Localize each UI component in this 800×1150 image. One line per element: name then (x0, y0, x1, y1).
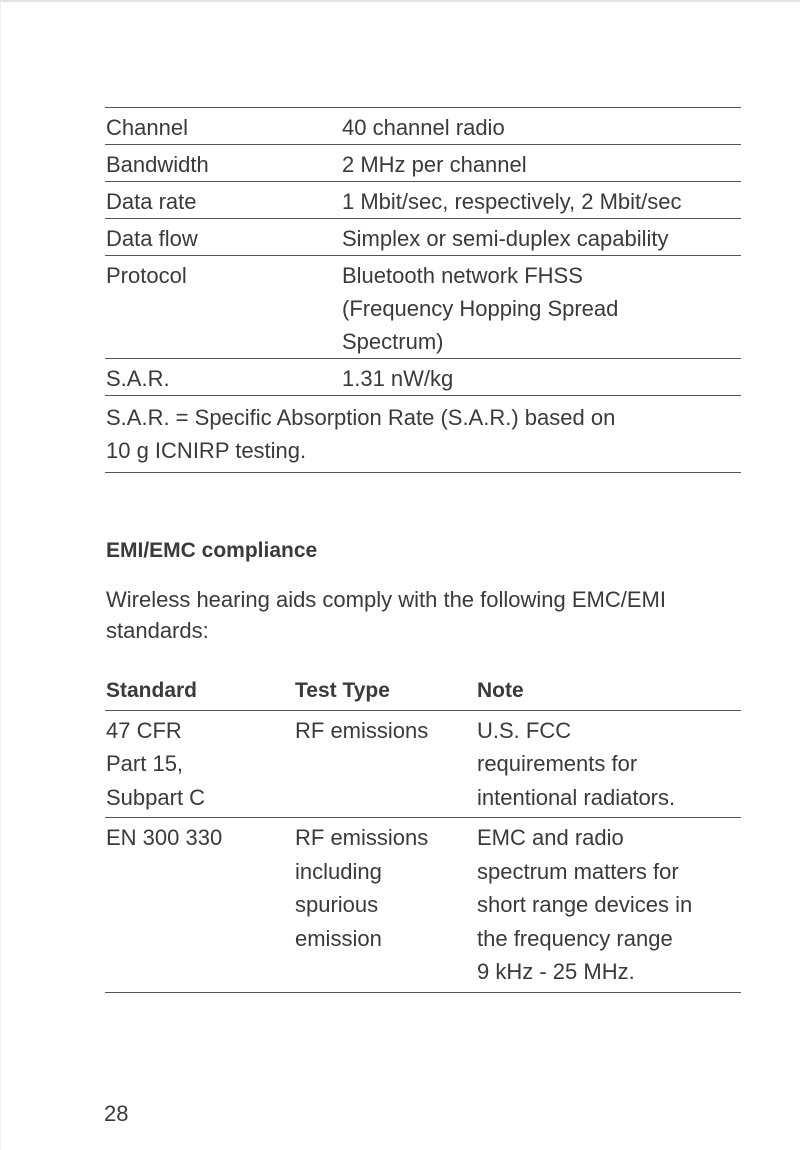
spec-value: 1 Mbit/sec, respectively, 2 Mbit/sec (342, 189, 682, 214)
section-heading: EMI/EMC compliance (106, 539, 318, 562)
spec-key: Protocol (106, 263, 187, 288)
spec-key: Data rate (106, 189, 197, 214)
spec-key: Data flow (106, 226, 198, 251)
spec-row-protocol (105, 255, 741, 358)
spec-row-bandwidth (105, 144, 741, 181)
spec-key: Channel (106, 115, 188, 140)
cell-test-type: RF emissions (294, 710, 476, 818)
spec-key: S.A.R. (106, 366, 170, 391)
cell-standard: 47 CFR Part 15, Subpart C (105, 710, 294, 818)
cell-note: EMC and radio spectrum matters for short range devices in the frequency range 9 kHz - 25 MHz. (476, 818, 741, 993)
standards-table (105, 672, 741, 993)
specification-table (105, 107, 741, 473)
header-note: Note (476, 672, 741, 710)
table-divider (105, 472, 741, 473)
table-row (105, 818, 741, 993)
page-number: 28 (104, 1101, 129, 1126)
spec-key: Bandwidth (106, 152, 209, 177)
spec-value: Simplex or semi-duplex capability (342, 226, 669, 251)
spec-row-data-rate (105, 181, 741, 218)
intro-paragraph: Wireless hearing aids comply with the following EMC/EMI standards: (106, 587, 666, 643)
table-row (105, 710, 741, 818)
cell-standard: EN 300 330 (105, 818, 294, 993)
spec-value: 1.31 nW/kg (342, 366, 454, 391)
cell-test-type: RF emissions including spurious emission (294, 818, 476, 993)
spec-row-data-flow (105, 218, 741, 255)
spec-value: 2 MHz per channel (342, 152, 527, 177)
standards-header-row (105, 672, 741, 710)
spec-value: 40 channel radio (342, 115, 505, 140)
cell-note: U.S. FCC requirements for intentional radiators. (476, 710, 741, 818)
spec-row-channel (105, 107, 741, 144)
spec-note: S.A.R. = Specific Absorption Rate (S.A.R.) based on 10 g ICNIRP testing. (105, 395, 741, 472)
spec-row-sar (105, 358, 741, 395)
header-standard: Standard (105, 672, 294, 710)
header-test-type: Test Type (294, 672, 476, 710)
spec-value: Bluetooth network FHSS (Frequency Hopping Spread Spectrum) (342, 263, 619, 354)
